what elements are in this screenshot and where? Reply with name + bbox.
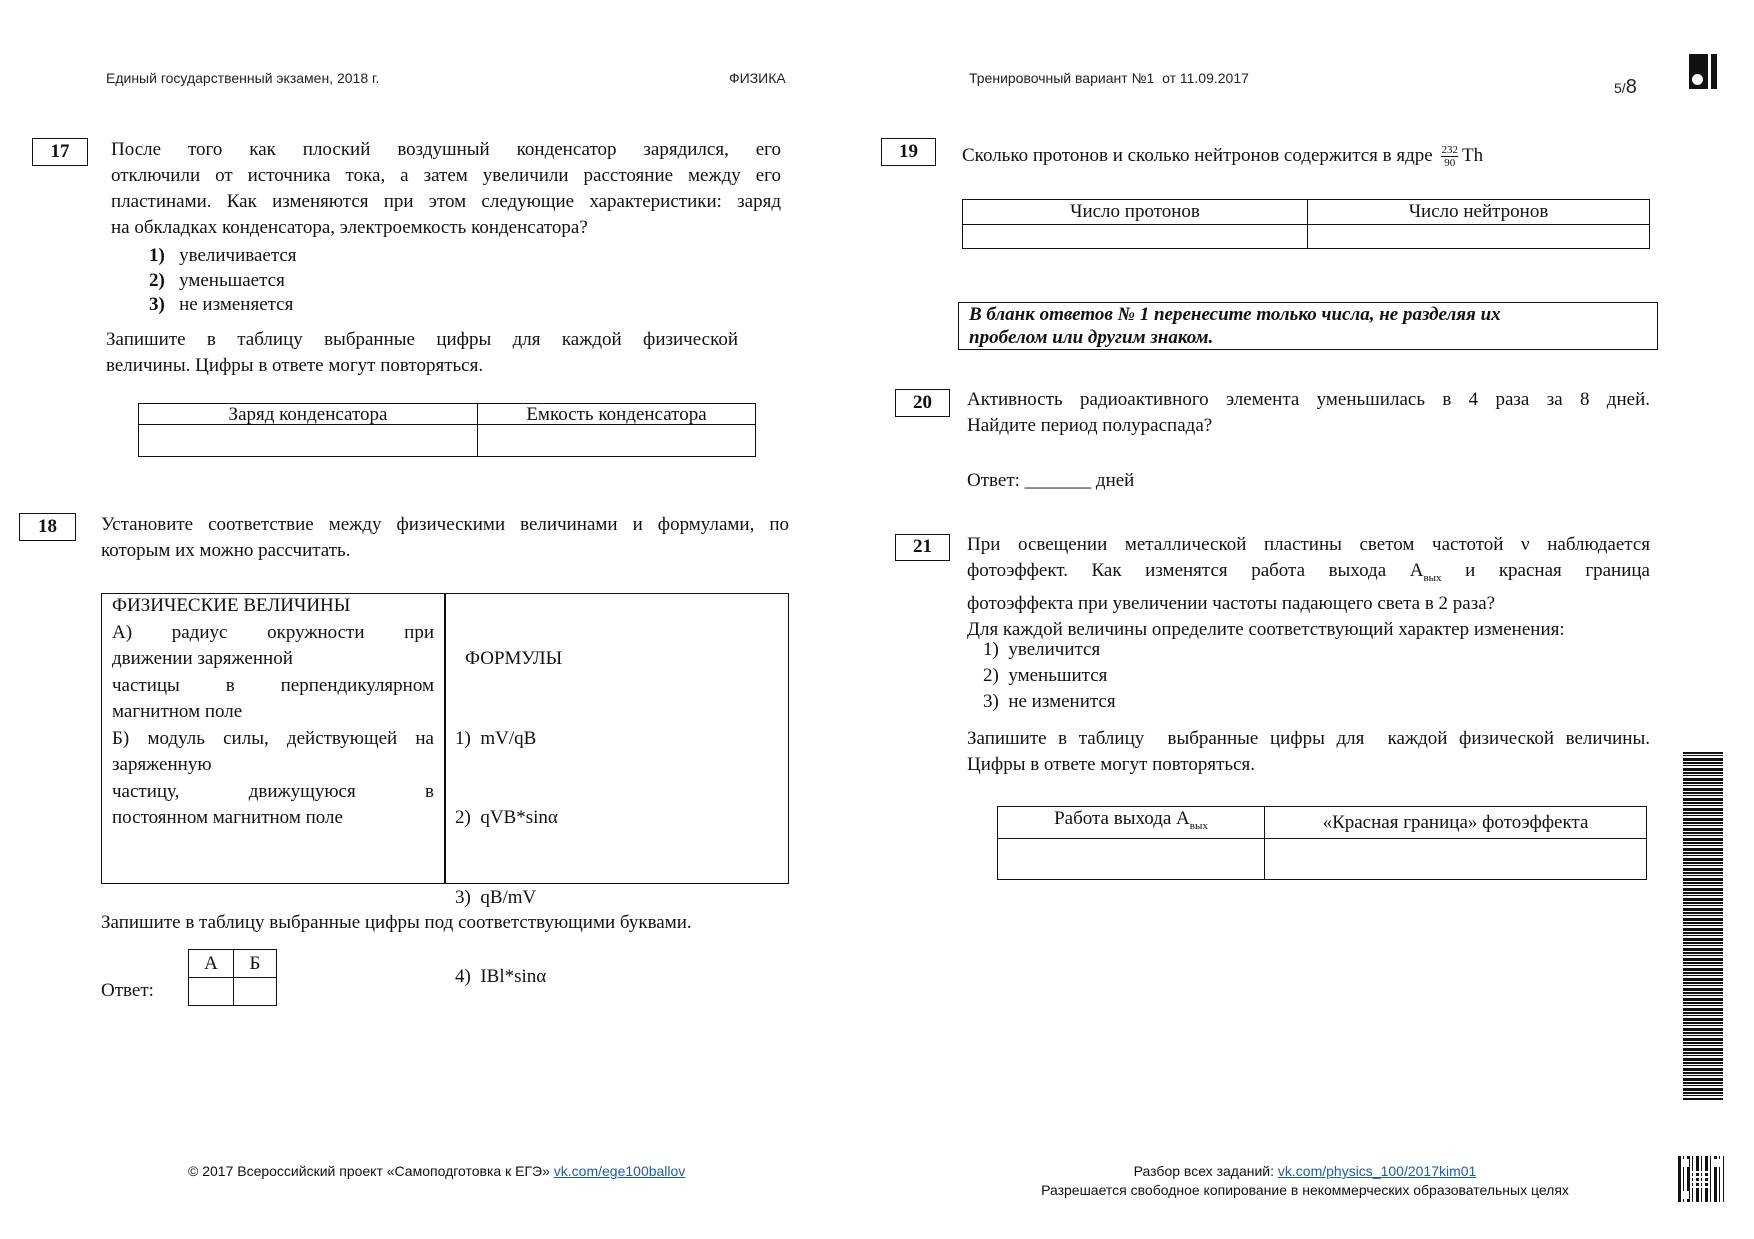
table-header: Число нейтронов	[1308, 200, 1650, 225]
text-line: частицы в перпендикулярном	[112, 674, 434, 696]
question-20-text	[967, 387, 1650, 439]
text-line: Активность радиоактивного элемента уменьшилась в 4 раза за 8 дней.	[967, 389, 1650, 410]
option-text: уменьшается	[179, 269, 285, 291]
question-20-number: 20	[895, 389, 950, 417]
answer-cell[interactable]	[139, 425, 478, 457]
option-number: 2)	[149, 269, 165, 291]
question-17-number: 17	[32, 138, 88, 166]
text-span: фотоэффект. Как изменятся работа выхода A	[967, 560, 1424, 581]
question-21-number: 21	[895, 534, 950, 561]
footer-link-left[interactable]: vk.com/ege100ballov	[553, 1163, 686, 1179]
text-line: отключили от источника тока, а затем увеличили расстояние между его	[111, 165, 781, 186]
copyright-text: © 2017 Всероссийский проект «Самоподготовка к ЕГЭ»	[188, 1163, 550, 1179]
license-text: Разрешается свободное копирование в некоммерческих образовательных целях	[1041, 1182, 1569, 1198]
table-header: «Красная граница» фотоэффекта	[1265, 807, 1647, 839]
option-text: увеличивается	[179, 245, 297, 266]
variant-title: Тренировочный вариант №1 от 11.09.2017	[969, 70, 1249, 86]
analysis-label: Разбор всех заданий:	[1133, 1163, 1274, 1179]
left-column	[112, 593, 434, 832]
right-column	[455, 593, 562, 1044]
question-18-text	[101, 512, 789, 564]
text-line: постоянном магнитном поле	[112, 807, 343, 828]
page-sep: /	[1621, 80, 1626, 96]
table-header: Число протонов	[963, 200, 1308, 225]
text-line: Установите соответствие между физическими величинами и формулами, по	[101, 514, 789, 535]
answer-blank[interactable]: _______	[1024, 470, 1092, 491]
formula-option: 4) IBl*sinα	[455, 966, 547, 987]
subscript: вых	[1189, 819, 1208, 832]
option-number: 1)	[983, 639, 999, 660]
option-text: уменьшится	[1008, 665, 1108, 686]
footer-link-right[interactable]: vk.com/physics_100/2017kim01	[1277, 1163, 1477, 1179]
column-header: ФИЗИЧЕСКИЕ ВЕЛИЧИНЫ	[112, 595, 351, 616]
question-17-text	[111, 137, 781, 241]
question-19-text	[962, 143, 1483, 169]
text-line: которым их можно рассчитать.	[101, 540, 351, 561]
table-header: Б	[234, 950, 277, 978]
footer-right	[1000, 1163, 1610, 1198]
text-line: При освещении металлической пластины светом частотой ν наблюдается	[967, 534, 1650, 555]
page-total: 8	[1625, 76, 1637, 98]
answer-label: Ответ:	[101, 980, 154, 1001]
text-line	[967, 558, 1650, 591]
table-header	[998, 807, 1265, 839]
question-21-instruction	[967, 726, 1650, 778]
table-header: А	[189, 950, 234, 978]
text-line: фотоэффекта при увеличении частоты падающего света в 2 раза?	[967, 592, 1496, 614]
text-line: Б) модуль силы, действующей на	[112, 727, 434, 749]
question-18-instruction: Запишите в таблицу выбранные цифры под соответствующими буквами.	[101, 912, 692, 933]
notice-line: пробелом или другим знаком.	[969, 327, 1214, 348]
option-text: увеличится	[1008, 639, 1101, 660]
barcode-icon	[1683, 752, 1723, 1100]
corner-marker-icon	[1689, 54, 1717, 89]
question-20-answer	[967, 468, 1134, 494]
question-17-answer-table	[138, 403, 756, 457]
question-18-number: 18	[19, 513, 76, 541]
text-line: Сколько протонов и сколько нейтронов содержится в ядре	[962, 145, 1433, 166]
column-header: ФОРМУЛЫ	[465, 648, 563, 669]
question-18-answer-table	[188, 949, 277, 1006]
option-number: 3)	[149, 294, 165, 315]
header-text: Работа выхода A	[1054, 808, 1190, 829]
page-number	[1614, 76, 1637, 99]
text-line: А) радиус окружности при	[112, 621, 434, 643]
qr-code-icon	[1678, 1156, 1724, 1202]
text-line: частицу, движущуюся в	[112, 780, 434, 802]
text-line: заряженную	[112, 754, 212, 775]
mass-number: 232	[1441, 144, 1458, 157]
text-line: Запишите в таблицу выбранные цифры для каждой физической	[106, 329, 738, 350]
option-text: не изменится	[1008, 691, 1116, 712]
atomic-number: 90	[1444, 157, 1456, 170]
text-line: пластинами. Как изменяются при этом следующие характеристики: заряд	[111, 191, 781, 212]
subject-title: ФИЗИКА	[729, 70, 786, 86]
option-number: 3)	[983, 691, 999, 712]
answer-cell[interactable]	[189, 978, 234, 1006]
table-header: Емкость конденсатора	[478, 404, 756, 425]
answer-cell[interactable]	[998, 838, 1265, 879]
text-line: Цифры в ответе могут повторяться.	[967, 754, 1255, 775]
text-line: Для каждой величины определите соответствующий характер изменения:	[967, 618, 1565, 640]
answer-unit: дней	[1095, 470, 1135, 491]
text-line: движении заряженной	[112, 648, 293, 669]
answer-label: Ответ:	[967, 470, 1020, 491]
option-number: 2)	[983, 665, 999, 686]
notice-line: В бланк ответов № 1 перенесите только числа, не разделяя их	[969, 304, 1501, 325]
exam-title: Единый государственный экзамен, 2018 г.	[106, 70, 380, 86]
question-19-number: 19	[881, 138, 936, 166]
answer-cell[interactable]	[1265, 838, 1647, 879]
question-17-instruction	[106, 327, 738, 379]
question-19-answer-table	[962, 199, 1650, 249]
formula-option: 3) qB/mV	[455, 886, 537, 908]
question-21-text	[967, 532, 1650, 643]
answer-cell[interactable]	[234, 978, 277, 1006]
option-number: 1)	[149, 245, 165, 266]
answer-cell[interactable]	[478, 425, 756, 457]
text-line: Найдите период полураспада?	[967, 415, 1213, 436]
footer-copyright	[188, 1163, 685, 1179]
text-line: магнитном поле	[112, 701, 243, 722]
option-text: не изменяется	[179, 294, 294, 315]
question-21-options	[983, 637, 1116, 715]
page-current: 5	[1614, 80, 1622, 96]
answer-cell[interactable]	[1308, 225, 1650, 249]
formula-option: 2) qVB*sinα	[455, 807, 558, 828]
question-17-options	[149, 244, 297, 318]
question-21-answer-table	[997, 806, 1647, 880]
text-span: и красная граница	[1441, 560, 1650, 581]
text-line: величины. Цифры в ответе могут повторяться.	[106, 355, 484, 376]
formula-option: 1) mV/qB	[455, 727, 537, 749]
table-header: Заряд конденсатора	[139, 404, 478, 425]
element-symbol: Th	[1461, 145, 1484, 166]
text-line: После того как плоский воздушный конденсатор зарядился, его	[111, 139, 781, 160]
answer-cell[interactable]	[963, 225, 1308, 249]
text-line: на обкладках конденсатора, электроемкость конденсатора?	[111, 217, 588, 238]
subscript: вых	[1423, 571, 1442, 584]
notice-box	[958, 302, 1658, 350]
text-line: Запишите в таблицу выбранные цифры для каждой физической величины.	[967, 728, 1650, 749]
nuclide-fraction	[1441, 144, 1458, 169]
